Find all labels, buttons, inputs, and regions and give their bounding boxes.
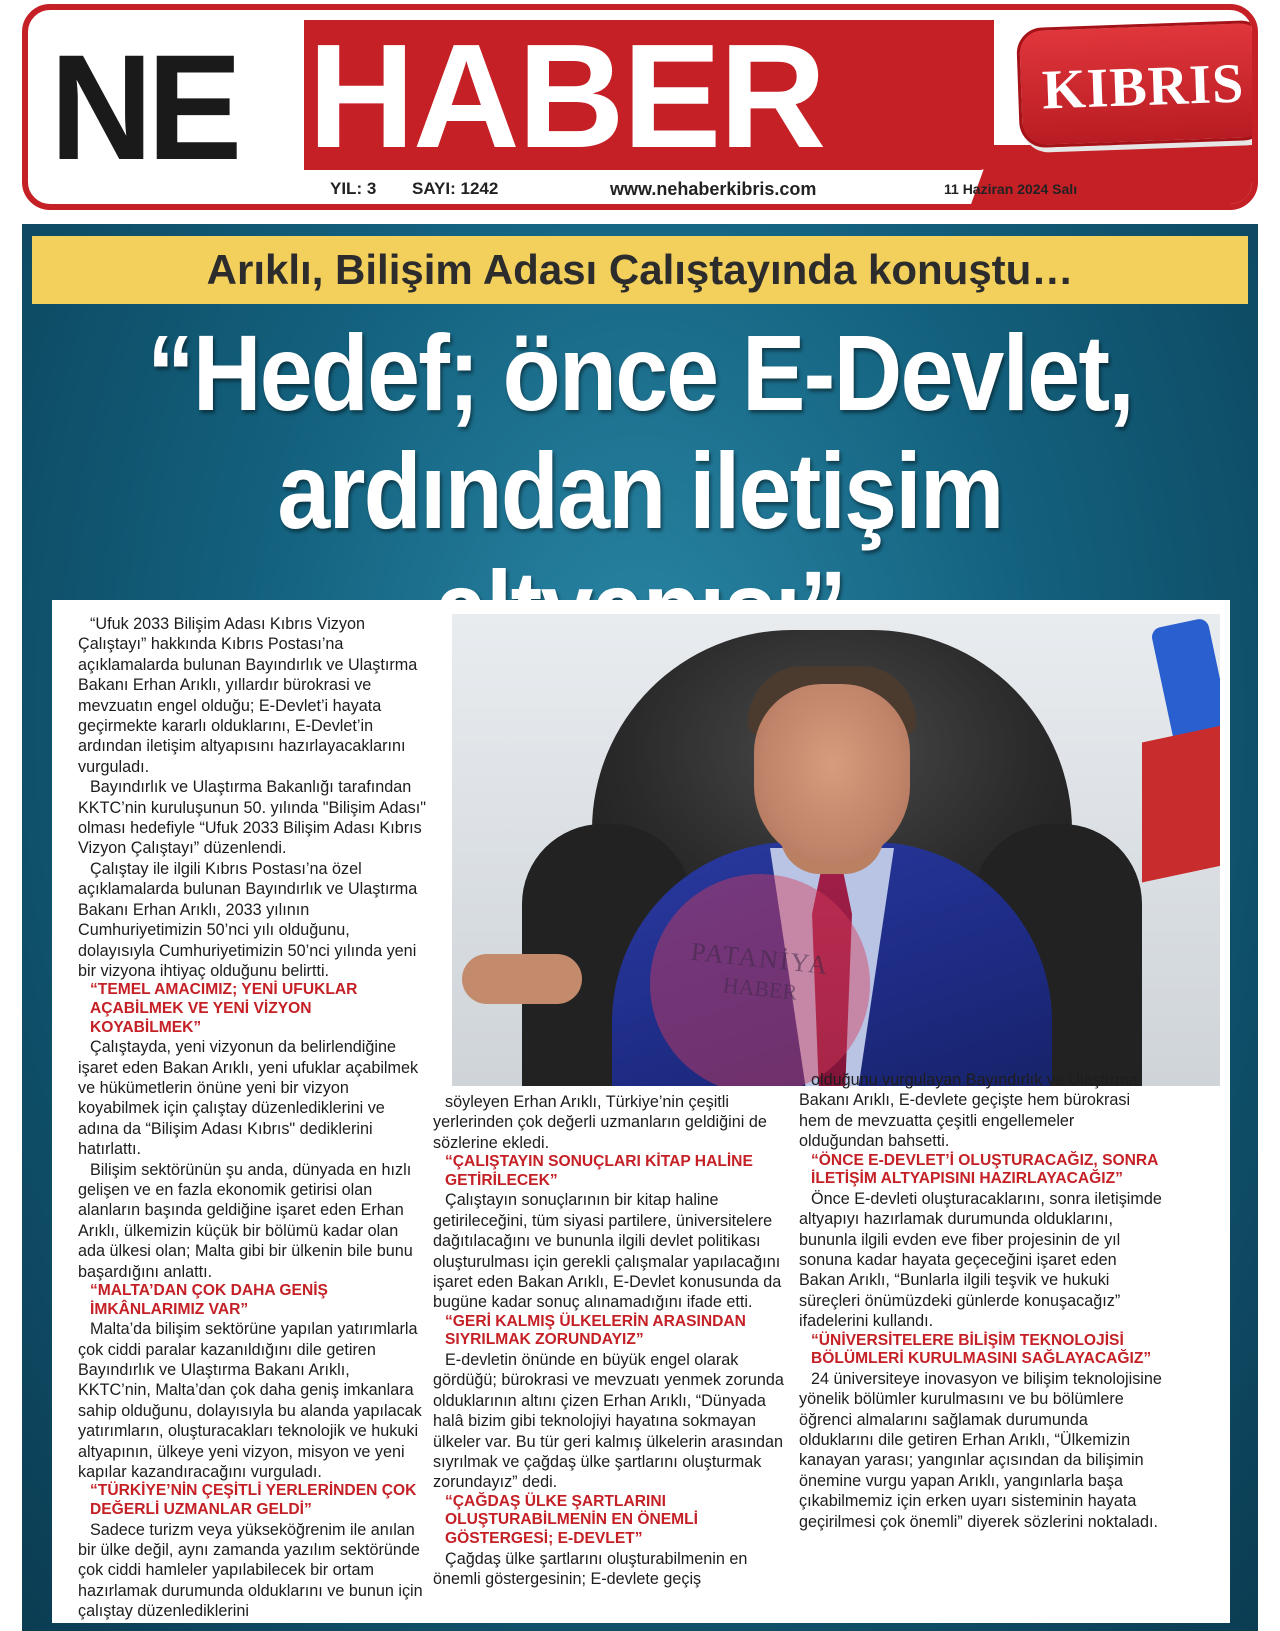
- logo-ne: NE: [50, 23, 237, 191]
- masthead-inner: [38, 14, 1246, 199]
- issue-meta-bar: [304, 176, 1124, 202]
- paragraph: Malta’da bilişim sektörüne yapılan yatırımlarla çok ciddi paralar kazanıldığını dile getiren Bayındırlık ve Ulaştırma Bakanı Arıklı, KKTC’nin, Malta’dan çok daha geniş imkanlara sahip olduğunu, dolayısıyla bu alanda yapılacak yatırımların, oluşturacakları teknolojik ve hukuki altyapının, ülkeye yeni vizyon, misyon ve yeni kapılar kazandıracağını vurguladı.: [78, 1320, 422, 1481]
- paragraph: Çalıştay ile ilgili Kıbrıs Postası’na özel açıklamalarda bulunan Bayındırlık ve Ulaştırma Bakanı Erhan Arıklı, 2033 yılının Cumhuriyetimizin 50’nci yılı olduğunu, dolayısıyla Cumhuriyetimizin 50’nci yılında yeni bir vizyona ihtiyaç olduğunu belirtti.: [78, 859, 418, 980]
- article-column-1: [78, 614, 426, 1622]
- article-kicker: Arıklı, Bilişim Adası Çalıştayında konuştu…: [32, 236, 1248, 304]
- issue-year: YIL: 3: [330, 179, 377, 198]
- paragraph: 24 üniversiteye inovasyon ve bilişim teknolojisine yönelik bölümler kurulmasını ve bu bölümlere öğrenci almalarını sağlamak durumunda olduklarını dile getiren Erhan Arıklı, “Ülkemizin kanayan yarası; yangınlar açısından da bilişimin önemine vurgu yapan Arıklı, yangınlarla başa çıkabilmemiz için erken uyarı sisteminin hayata geçirilmesi çok önemli” diyerek sözlerini noktaladı.: [799, 1369, 1162, 1531]
- logo-kibris: KIBRIS: [1041, 52, 1246, 122]
- paragraph: Sadece turizm veya yükseköğrenim ile anılan bir ülke değil, aynı zamanda yazılım sektöründe çok ciddi hamleler yapılabilecek bir ortam hazırlamak durumunda olduklarını ve bunun için çalıştay düzenlediklerini: [78, 1520, 423, 1621]
- subheading: “ÖNCE E-DEVLET’İ OLUŞTURACAĞIZ, SONRA İLETİŞİM ALTYAPISINI HAZIRLAYACAĞIZ”: [811, 1151, 1158, 1188]
- article-column-2: [433, 1092, 793, 1589]
- subheading: “ÇAĞDAŞ ÜLKE ŞARTLARINI OLUŞTURABİLMENİN EN ÖNEMLİ GÖSTERGESİ; E-DEVLET”: [445, 1492, 698, 1548]
- article-panel: [22, 224, 1258, 1631]
- subheading: “TÜRKİYE’NİN ÇEŞİTLİ YERLERİNDEN ÇOK DEĞERLİ UZMANLAR GELDİ”: [90, 1482, 417, 1518]
- issue-date: 11 Haziran 2024 Salı: [944, 181, 1078, 197]
- paragraph: söyleyen Erhan Arıklı, Türkiye’nin çeşitli yerlerinden çok değerli uzmanların geldiğini de sözlerine ekledi.: [433, 1093, 767, 1152]
- paragraph: E-devletin önünde en büyük engel olarak gördüğü; bürokrasi ve mevzuatı yenmek zorunda olduklarının altını çizen Erhan Arıklı, “Dünyada halâ bizim gibi teknolojiyi hayatına sokmayan ülkeler var. Bu tür geri kalmış ülkelerin arasından sıyrılmak ve çağdaş ülke şartlarını oluşturmak zorundayız” dedi.: [433, 1351, 784, 1492]
- article-photo: [452, 614, 1220, 1086]
- subheading: “ÜNİVERSİTELERE BİLİŞİM TEKNOLOJİSİ BÖLÜMLERİ KURULMASINI SAĞLAYACAĞIZ”: [811, 1331, 1152, 1368]
- headline-line-1: “Hedef; önce E-Devlet,: [147, 312, 1133, 433]
- paragraph: Bilişim sektörünün şu anda, dünyada en hızlı gelişen ve en fazla ekonomik getirisi olan alanların başında geldiğine işaret eden Erhan Arıklı, ülkemizin küçük bir bölümü kadar olan ada ülkesi olan; Malta gibi bir ülkenin bile bunu başardığını anlattı.: [78, 1160, 413, 1281]
- paragraph: “Ufuk 2033 Bilişim Adası Kıbrıs Vizyon Çalıştayı” hakkında Kıbrıs Postası’na açıklamalarda bulunan Bayındırlık ve Ulaştırma Bakanı Erhan Arıklı, yıllardır bürokrasi ve mevzuatın engel olduğu; E-Devlet’i hayata geçirmekte kararlı olduklarını, E-Devlet’in ardından iletişim altyapısını hazırlayacaklarını vurguladı.: [78, 615, 418, 776]
- watermark-text: PATANİYA: [689, 936, 831, 981]
- paragraph: Çalıştayın sonuçlarının bir kitap haline getirileceğini, tüm siyasi partilere, üniversitelere dağıtılacağını ve bununla ilgili devlet politikası oluşturulması için gerekli çalışmalar yapılacağını işaret eden Bakan Arıklı, E-Devlet konusunda da bugüne kadar sonuç alınamadığını ifade etti.: [433, 1191, 782, 1312]
- article-content: [52, 600, 1230, 1623]
- portrait-hand: [462, 954, 582, 1004]
- paragraph: olduğunu vurgulayan Bayındırlık ve Ulaştırma Bakanı Arıklı, E-devlete geçişte hem bürokrasi hem de mevzuatta çeşitli engellemeler olduğundan bahsetti.: [799, 1071, 1138, 1151]
- masthead: [22, 4, 1258, 210]
- issue-number: SAYI: 1242: [412, 179, 499, 198]
- flag-icon: [1142, 725, 1220, 882]
- subheading: “TEMEL AMACIMIZ; YENİ UFUKLAR AÇABİLMEK VE YENİ VİZYON KOYABİLMEK”: [90, 981, 358, 1036]
- headline-line-2: ardından iletişim: [277, 430, 1003, 551]
- logo-haber: HABER: [308, 14, 825, 179]
- subheading: “GERİ KALMIŞ ÜLKELERİN ARASINDAN SIYRILMAK ZORUNDAYIZ”: [445, 1312, 746, 1349]
- subheading: “MALTA’DAN ÇOK DAHA GENİŞ İMKÂNLARIMIZ VAR”: [90, 1281, 328, 1318]
- portrait-face: [754, 684, 910, 864]
- website-link[interactable]: www.nehaberkibris.com: [610, 179, 817, 199]
- paragraph: Çalıştayda, yeni vizyonun da belirlendiğine işaret eden Bakan Arıklı, yeni ufuklar açabilmek ve hükümetlerin önüne yeni bir vizyon koyabilmek için çalıştay düzenlediklerini ve adına da “Bilişim Adası Kıbrıs" dediklerini hatırlattı.: [78, 1038, 419, 1159]
- watermark-text: HABER: [721, 972, 799, 1005]
- paragraph: Çağdaş ülke şartlarını oluşturabilmenin en önemli göstergesinin; E-devlete geçiş: [433, 1549, 748, 1589]
- paragraph: Bayındırlık ve Ulaştırma Bakanlığı tarafından KKTC’nin kuruluşunun 50. yılında "Bilişim Adası" olması hedefiyle “Ufuk 2033 Bilişim Adası Kıbrıs Vizyon Çalıştayı” düzenlendi.: [78, 778, 426, 858]
- paragraph: Önce E-devleti oluşturacaklarını, sonra iletişimde altyapıyı hazırlamak durumunda olduklarını, bununla ilgili evden eve fiber projesinin de yıl sonuna kadar hayata geçeceğini işaret eden Bakan Arıklı, “Bunlarla ilgili teşvik ve hukuki süreçleri önümüzdeki günlerde konuşacağız” ifadelerini kullandı.: [799, 1189, 1162, 1331]
- article-column-3: [799, 1070, 1163, 1532]
- kibris-badge: [1016, 20, 1258, 149]
- subheading: “ÇALIŞTAYIN SONUÇLARI KİTAP HALİNE GETİRİLECEK”: [445, 1153, 753, 1189]
